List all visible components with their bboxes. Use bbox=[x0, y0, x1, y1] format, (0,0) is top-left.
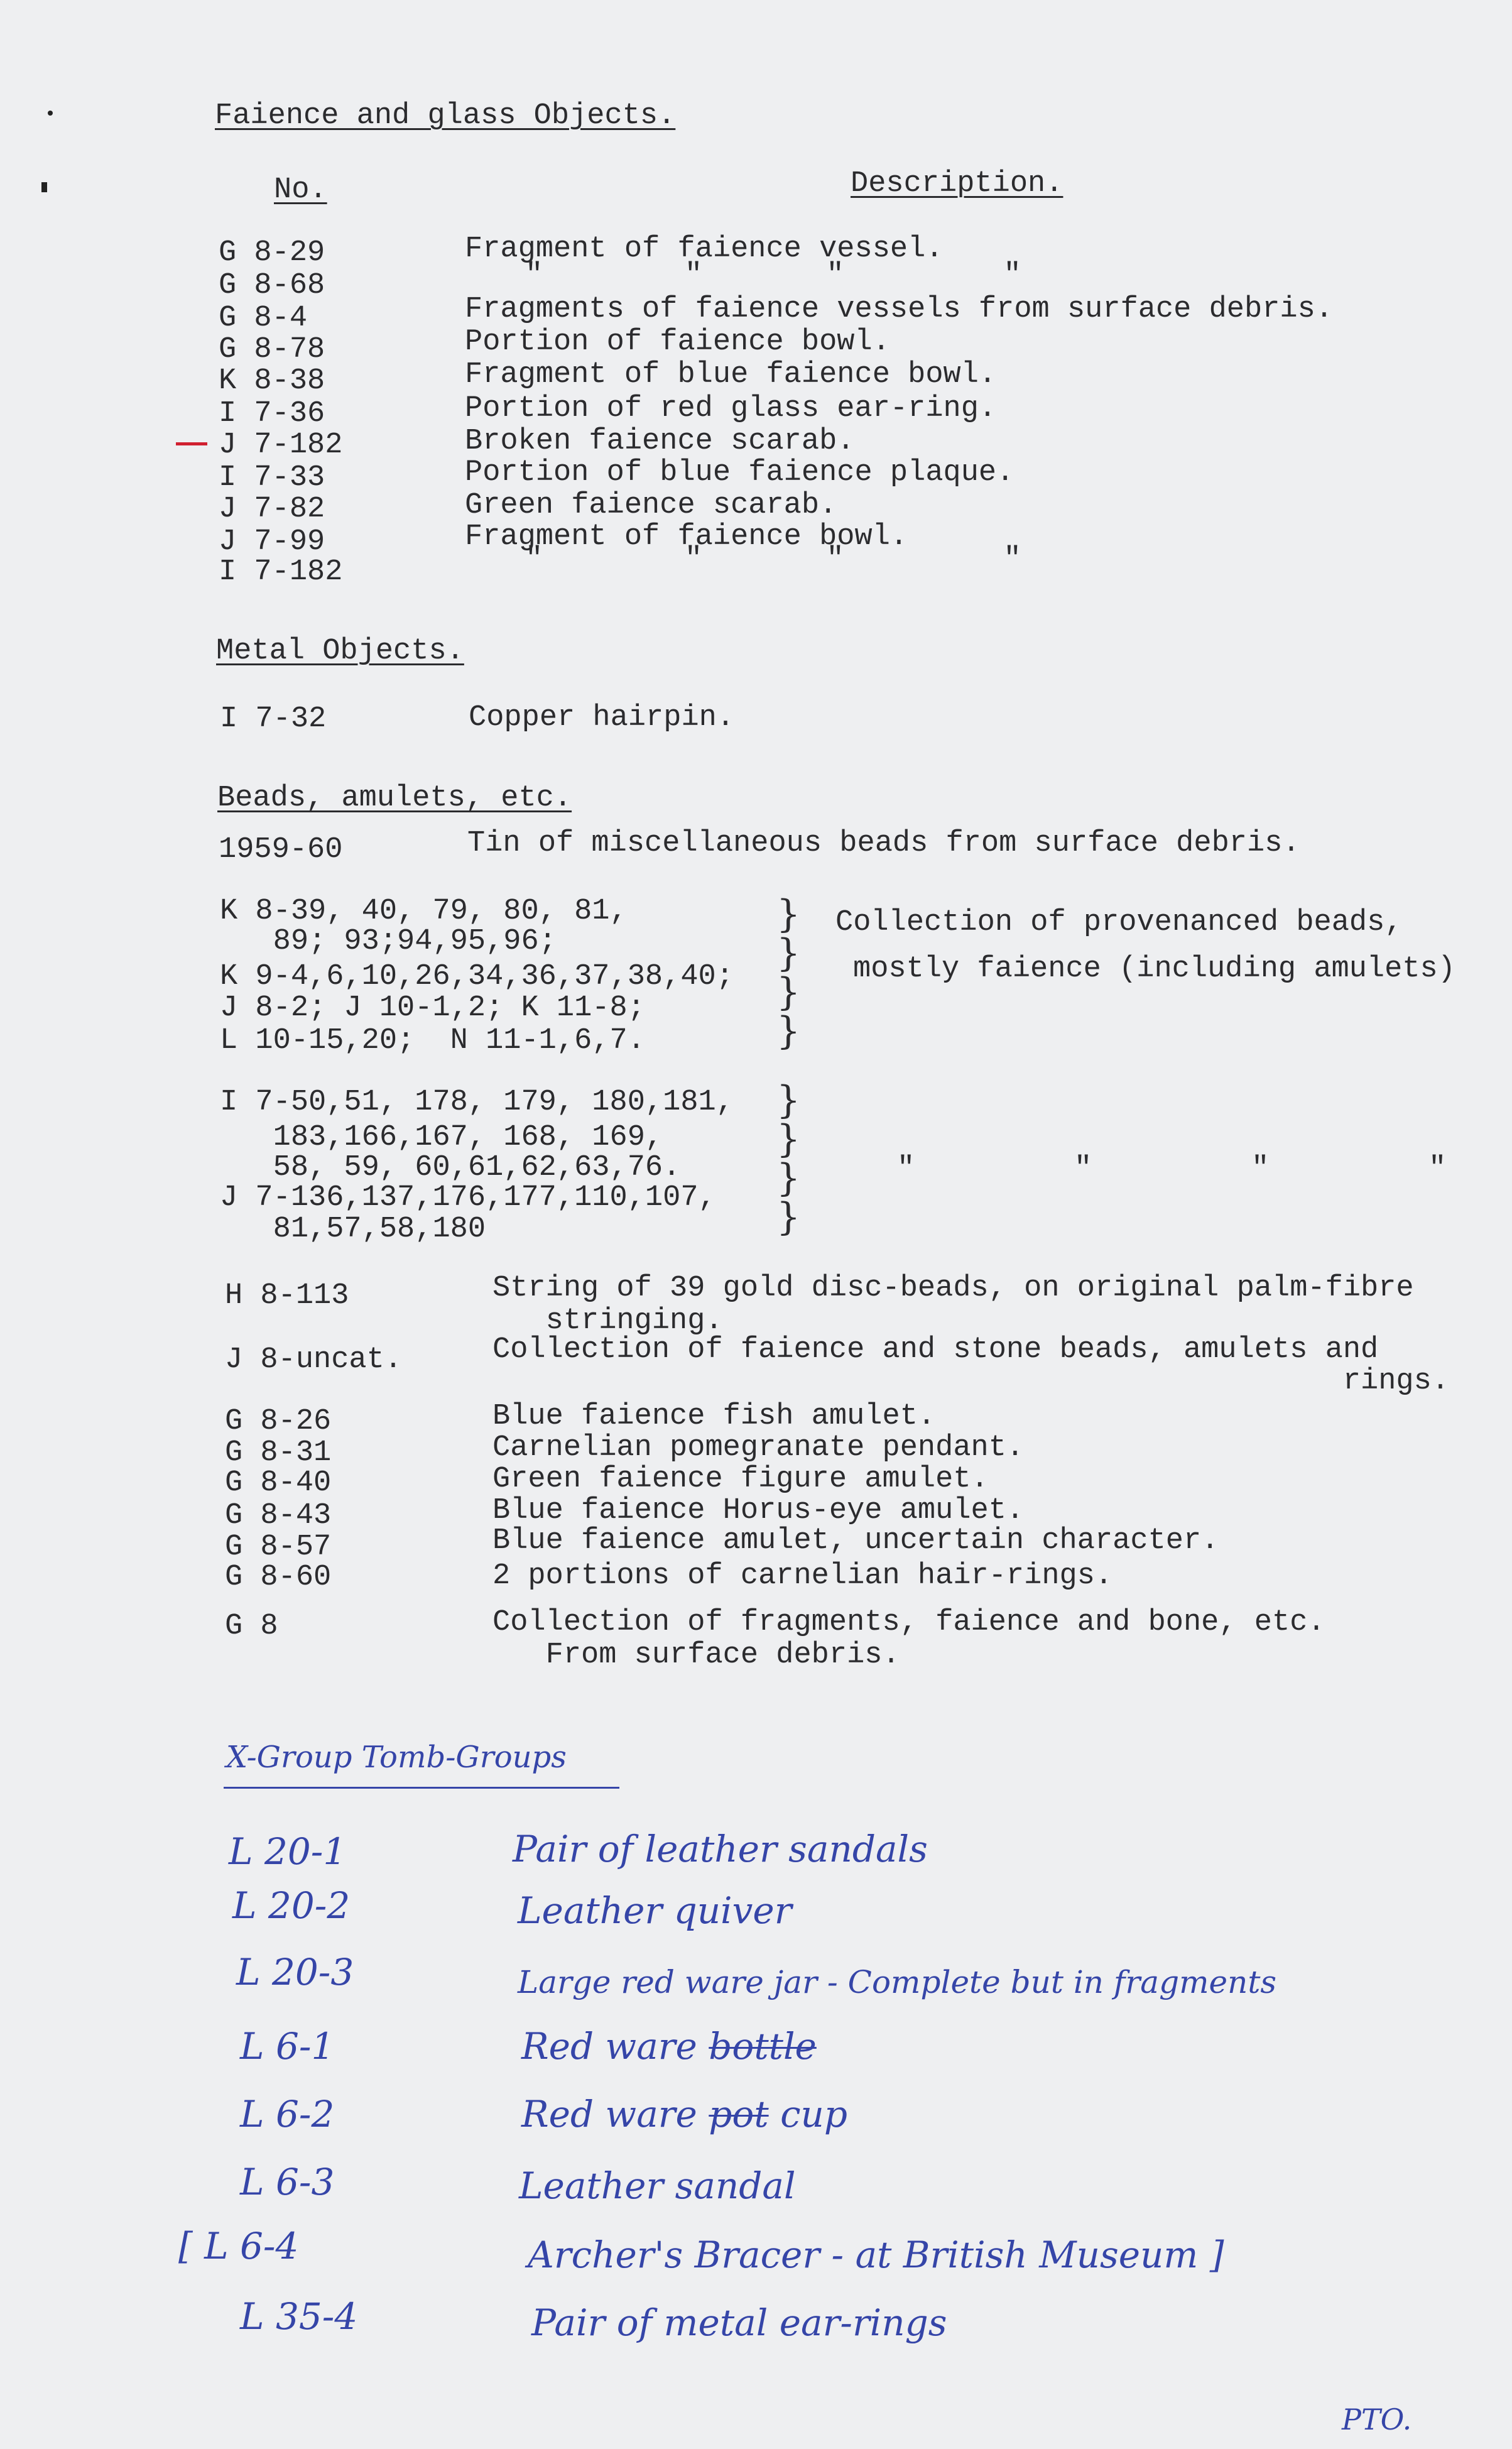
item-number: L 6-2 bbox=[240, 2093, 335, 2135]
item-description: Fragments of faience vessels from surface debris. bbox=[465, 293, 1334, 326]
group-description: mostly faience (including amulets) bbox=[853, 952, 1455, 986]
item-description: Portion of blue faience plaque. bbox=[465, 456, 1014, 489]
item-number: G 8-60 bbox=[225, 1561, 332, 1594]
item-description: Collection of faience and stone beads, amulets and bbox=[492, 1333, 1379, 1366]
item-number: H 8-113 bbox=[225, 1279, 349, 1312]
item-description: Blue faience fish amulet. bbox=[492, 1400, 936, 1433]
item-description: Archer's Bracer - at British Museum ] bbox=[528, 2234, 1224, 2276]
item-number: G 8 bbox=[225, 1610, 278, 1643]
group-number-line: 81,57,58,180 bbox=[220, 1213, 486, 1246]
group-number-line: 89; 93;94,95,96; bbox=[220, 925, 557, 958]
item-number: G 8-4 bbox=[219, 302, 308, 335]
heading-underline bbox=[224, 1787, 619, 1789]
brace: } } } } bbox=[776, 1078, 801, 1239]
item-description: Portion of red glass ear-ring. bbox=[465, 392, 997, 425]
group-number-line: 58, 59, 60,61,62,63,76. bbox=[220, 1151, 681, 1184]
item-number: J 7-82 bbox=[219, 493, 325, 526]
item-description: Green faience scarab. bbox=[465, 489, 837, 522]
group-description: Collection of provenanced beads, bbox=[835, 906, 1403, 939]
item-number: L 6-3 bbox=[240, 2161, 335, 2203]
group-number-line: J 7-136,137,176,177,110,107, bbox=[220, 1181, 716, 1214]
item-number: K 8-38 bbox=[219, 364, 325, 398]
group-description: " " " " bbox=[897, 1152, 1447, 1186]
item-number: J 7-99 bbox=[219, 525, 325, 559]
item-number: G 8-31 bbox=[225, 1436, 332, 1470]
group-number-line: J 8-2; J 10-1,2; K 11-8; bbox=[220, 991, 645, 1025]
item-number: [ L 6-4 bbox=[178, 2225, 299, 2267]
item-number: G 8-68 bbox=[219, 269, 325, 302]
item-number: G 8-43 bbox=[225, 1499, 332, 1532]
item-description-cont: stringing. bbox=[492, 1304, 723, 1338]
item-description-cont: From surface debris. bbox=[492, 1639, 900, 1672]
brace: } } } } bbox=[776, 892, 801, 1053]
item-number: I 7-36 bbox=[219, 397, 325, 430]
item-number: 1959-60 bbox=[219, 833, 343, 866]
item-description-cont: rings. bbox=[492, 1365, 1450, 1398]
item-description-text: Red ware bbox=[521, 2093, 697, 2135]
item-number: G 8-57 bbox=[225, 1530, 332, 1564]
section-heading-metal: Metal Objects. bbox=[216, 635, 464, 668]
item-description: Large red ware jar - Complete but in fragments bbox=[518, 1964, 1277, 2000]
inserted-word: cup bbox=[780, 2093, 848, 2135]
item-number: I 7-32 bbox=[220, 702, 327, 736]
item-description: Fragment of blue faience bowl. bbox=[465, 358, 997, 391]
item-description: Portion of faience bowl. bbox=[465, 325, 890, 359]
section-heading-beads: Beads, amulets, etc. bbox=[217, 782, 572, 815]
item-description-text: Red ware bbox=[521, 2025, 697, 2068]
item-description: Leather quiver bbox=[518, 1889, 792, 1932]
item-number: J 7-182 bbox=[219, 428, 343, 462]
item-number: L 6-1 bbox=[240, 2025, 335, 2068]
margin-tick bbox=[41, 182, 47, 192]
group-number-line: L 10-15,20; N 11-1,6,7. bbox=[220, 1024, 645, 1057]
item-description: 2 portions of carnelian hair-rings. bbox=[492, 1559, 1113, 1593]
item-number: L 20-2 bbox=[232, 1884, 351, 1927]
item-number: I 7-182 bbox=[219, 555, 343, 589]
item-description: Copper hairpin. bbox=[469, 701, 735, 734]
item-number: G 8-78 bbox=[219, 333, 325, 366]
red-margin-mark bbox=[176, 442, 207, 445]
item-description: Tin of miscellaneous beads from surface debris. bbox=[467, 827, 1300, 860]
item-description: Green faience figure amulet. bbox=[492, 1463, 989, 1496]
footer-note: PTO. bbox=[1342, 2403, 1412, 2436]
group-number-line: 183,166,167, 168, 169, bbox=[220, 1121, 663, 1154]
item-number: G 8-26 bbox=[225, 1405, 332, 1438]
item-description bbox=[521, 2095, 847, 2134]
item-number: L 35-4 bbox=[240, 2295, 358, 2338]
margin-dot bbox=[48, 111, 53, 116]
item-number: I 7-33 bbox=[219, 461, 325, 494]
item-number: L 20-1 bbox=[229, 1830, 347, 1873]
item-number: L 20-3 bbox=[236, 1951, 354, 1994]
item-description: Fragment of faience vessel. bbox=[465, 232, 944, 266]
item-description: Leather sandal bbox=[519, 2164, 796, 2207]
item-description: Pair of metal ear-rings bbox=[531, 2301, 947, 2344]
item-description: Collection of fragments, faience and bone, etc. bbox=[492, 1606, 1325, 1639]
handwritten-heading: X-Group Tomb-Groups bbox=[226, 1740, 567, 1775]
group-number-line: K 8-39, 40, 79, 80, 81, bbox=[220, 895, 628, 928]
item-description bbox=[521, 2027, 817, 2066]
struck-word: bottle bbox=[709, 2025, 817, 2068]
item-description: " " " " bbox=[525, 543, 1021, 576]
struck-word: pot bbox=[709, 2093, 769, 2135]
item-description: Blue faience amulet, uncertain character. bbox=[492, 1524, 1219, 1557]
item-description: Broken faience scarab. bbox=[465, 425, 855, 458]
item-number: G 8-40 bbox=[225, 1466, 332, 1500]
item-description: Carnelian pomegranate pendant. bbox=[492, 1431, 1025, 1464]
section-heading-faience: Faience and glass Objects. bbox=[215, 99, 676, 133]
item-description: Blue faience Horus-eye amulet. bbox=[492, 1494, 1025, 1527]
column-header-no: No. bbox=[274, 173, 327, 207]
group-number-line: I 7-50,51, 178, 179, 180,181, bbox=[220, 1086, 734, 1119]
item-description: Pair of leather sandals bbox=[513, 1828, 928, 1870]
item-number: J 8-uncat. bbox=[225, 1343, 403, 1377]
group-number-line: K 9-4,6,10,26,34,36,37,38,40; bbox=[220, 960, 734, 993]
item-description: String of 39 gold disc-beads, on original palm-fibre bbox=[492, 1272, 1414, 1305]
column-header-description: Description. bbox=[851, 167, 1063, 200]
item-description: Fragment of faience bowl. bbox=[465, 520, 908, 554]
item-description: " " " " bbox=[525, 259, 1021, 292]
item-number: G 8-29 bbox=[219, 236, 325, 270]
